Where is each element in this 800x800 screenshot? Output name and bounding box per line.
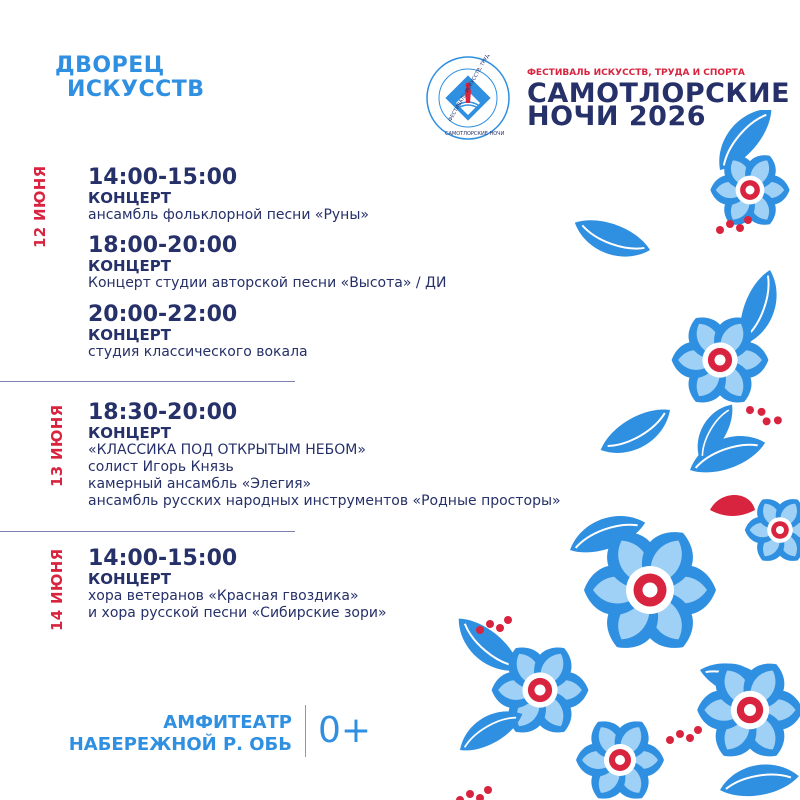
divider — [0, 531, 295, 532]
event-desc: Концерт студии авторской песни «Высота» / ДИ — [88, 275, 447, 291]
venue-line-2: НАБЕРЕЖНОЙ Р. ОБЬ — [68, 734, 292, 755]
event-desc: хора ветеранов «Красная гвоздика» — [88, 588, 359, 604]
event-time: 18:30-20:00 — [88, 400, 238, 425]
event-kind: КОНЦЕРТ — [88, 424, 171, 442]
day-label-14: 14 ИЮНЯ — [48, 548, 66, 631]
event-item — [88, 303, 308, 361]
emblem-ring-text: ФЕСТИВАЛЬ ИСКУССТВ, ТРУДА — [447, 55, 493, 123]
logo-line-1: ДВОРЕЦ — [55, 53, 165, 78]
venue-line-1: АМФИТЕАТР — [163, 712, 292, 733]
event-item — [88, 547, 387, 622]
age-rating-badge: 0+ — [318, 710, 372, 751]
dvorets-iskusstv-logo — [55, 55, 225, 105]
event-desc: ансамбль русских народных инструментов «Родные просторы» — [88, 493, 561, 509]
event-time: 20:00-22:00 — [88, 302, 238, 327]
event-time: 14:00-15:00 — [88, 165, 238, 190]
event-desc: солист Игорь Князь — [88, 459, 234, 475]
event-time: 18:00-20:00 — [88, 233, 238, 258]
day-label-13: 13 ИЮНЯ — [48, 404, 66, 487]
floral-ornament-icon — [420, 110, 800, 800]
day-label-12: 12 ИЮНЯ — [31, 165, 49, 248]
event-desc: камерный ансамбль «Элегия» — [88, 476, 312, 492]
emblem-bottom-text: САМОТЛОРСКИЕ НОЧИ — [445, 131, 505, 137]
venue-divider — [305, 705, 306, 757]
event-desc: студия классического вокала — [88, 344, 308, 360]
event-time: 14:00-15:00 — [88, 546, 238, 571]
divider — [0, 381, 295, 382]
event-desc: и хора русской песни «Сибирские зори» — [88, 605, 387, 621]
event-kind: КОНЦЕРТ — [88, 570, 171, 588]
festival-subtitle: ФЕСТИВАЛЬ ИСКУССТВ, ТРУДА И СПОРТА — [527, 68, 745, 78]
logo-line-2: ИСКУССТВ — [67, 77, 205, 102]
event-item — [88, 166, 369, 224]
event-desc: ансамбль фольклорной песни «Руны» — [88, 207, 369, 223]
event-kind: КОНЦЕРТ — [88, 189, 171, 207]
event-item — [88, 234, 446, 292]
event-kind: КОНЦЕРТ — [88, 326, 171, 344]
festival-title-line-1: САМОТЛОРСКИЕ — [527, 78, 791, 109]
festival-title-line-2: НОЧИ 2026 — [527, 101, 707, 132]
event-desc: «КЛАССИКА ПОД ОТКРЫТЫМ НЕБОМ» — [88, 442, 366, 458]
event-kind: КОНЦЕРТ — [88, 257, 171, 275]
